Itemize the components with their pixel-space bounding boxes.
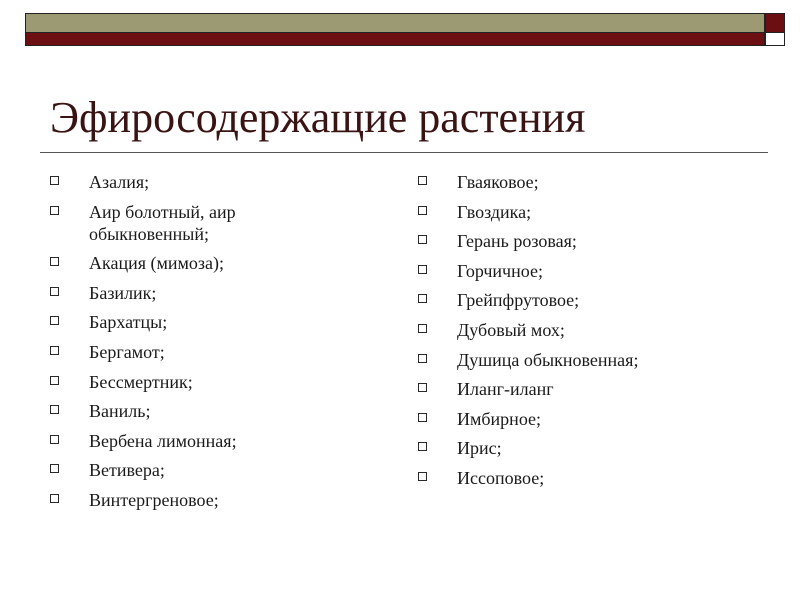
hollow-square-bullet-icon (50, 287, 59, 296)
list-item (413, 260, 753, 282)
hollow-square-bullet-icon (418, 324, 427, 333)
hollow-square-bullet-icon (418, 206, 427, 215)
list-item (45, 489, 345, 511)
bullet-list-right (413, 171, 753, 497)
list-item (413, 230, 753, 252)
hollow-square-bullet-icon (418, 354, 427, 363)
hollow-square-bullet-icon (50, 376, 59, 385)
list-item-text: Ирис; (457, 438, 502, 459)
hollow-square-bullet-icon (50, 346, 59, 355)
list-item-text: Дубовый мох; (457, 319, 565, 340)
list-item (45, 201, 345, 245)
header-bar-olive (25, 13, 765, 33)
list-item (413, 378, 753, 400)
list-item (45, 400, 345, 422)
hollow-square-bullet-icon (50, 257, 59, 266)
list-item-text: Азалия; (89, 172, 150, 192)
list-item-text: Душица обыкновенная; (457, 349, 639, 370)
list-item (45, 282, 345, 304)
hollow-square-bullet-icon (50, 176, 59, 185)
list-item-text: Базилик; (89, 282, 157, 303)
list-item-text: Бархатцы; (89, 312, 168, 333)
list-item-text: Акация (мимоза); (89, 253, 225, 274)
hollow-square-bullet-icon (50, 494, 59, 503)
hollow-square-bullet-icon (50, 316, 59, 325)
list-item (45, 171, 345, 193)
list-item-text: Гваяковое; (457, 172, 539, 192)
list-item-text: Иссоповое; (457, 467, 545, 488)
list-item-text: Бессмертник; (89, 371, 193, 392)
list-item (413, 201, 753, 223)
title-underline (40, 152, 768, 153)
list-item-text: Грейпфрутовое; (457, 290, 580, 311)
list-item (413, 437, 753, 459)
list-item (45, 430, 345, 452)
hollow-square-bullet-icon (418, 235, 427, 244)
hollow-square-bullet-icon (418, 413, 427, 422)
list-item-text: Герань розовая; (457, 231, 577, 252)
list-item-text: Вербена лимонная; (89, 430, 237, 451)
list-item (45, 311, 345, 333)
header-corner-white (765, 33, 785, 46)
bullet-list-left (45, 171, 345, 519)
hollow-square-bullet-icon (418, 265, 427, 274)
list-item-text: Винтергреновое; (89, 489, 219, 510)
list-item (413, 467, 753, 489)
hollow-square-bullet-icon (418, 472, 427, 481)
list-item (413, 289, 753, 311)
hollow-square-bullet-icon (418, 442, 427, 451)
hollow-square-bullet-icon (418, 294, 427, 303)
list-item-text: Бергамот; (89, 341, 165, 362)
list-item (45, 341, 345, 363)
list-item (413, 349, 753, 371)
header-corner-maroon (765, 13, 785, 33)
hollow-square-bullet-icon (418, 176, 427, 185)
list-item (45, 459, 345, 481)
hollow-square-bullet-icon (50, 405, 59, 414)
hollow-square-bullet-icon (50, 464, 59, 473)
slide-title: Эфиросодержащие растения (50, 93, 586, 142)
list-item-text: Ваниль; (89, 401, 151, 422)
list-item-text: Горчичное; (457, 260, 543, 281)
list-item-text: Ветивера; (89, 460, 165, 481)
list-item-text: Имбирное; (457, 408, 542, 429)
list-item-text: Аир болотный, аир обыкновенный; (89, 201, 236, 244)
list-item (413, 408, 753, 430)
list-item-text: Гвоздика; (457, 201, 532, 222)
list-item (413, 319, 753, 341)
list-item (45, 371, 345, 393)
list-item (413, 171, 753, 193)
list-item-text: Иланг-иланг (457, 379, 554, 400)
list-item (45, 252, 345, 274)
header-bar-maroon (25, 33, 765, 46)
hollow-square-bullet-icon (418, 383, 427, 392)
hollow-square-bullet-icon (50, 435, 59, 444)
hollow-square-bullet-icon (50, 206, 59, 215)
